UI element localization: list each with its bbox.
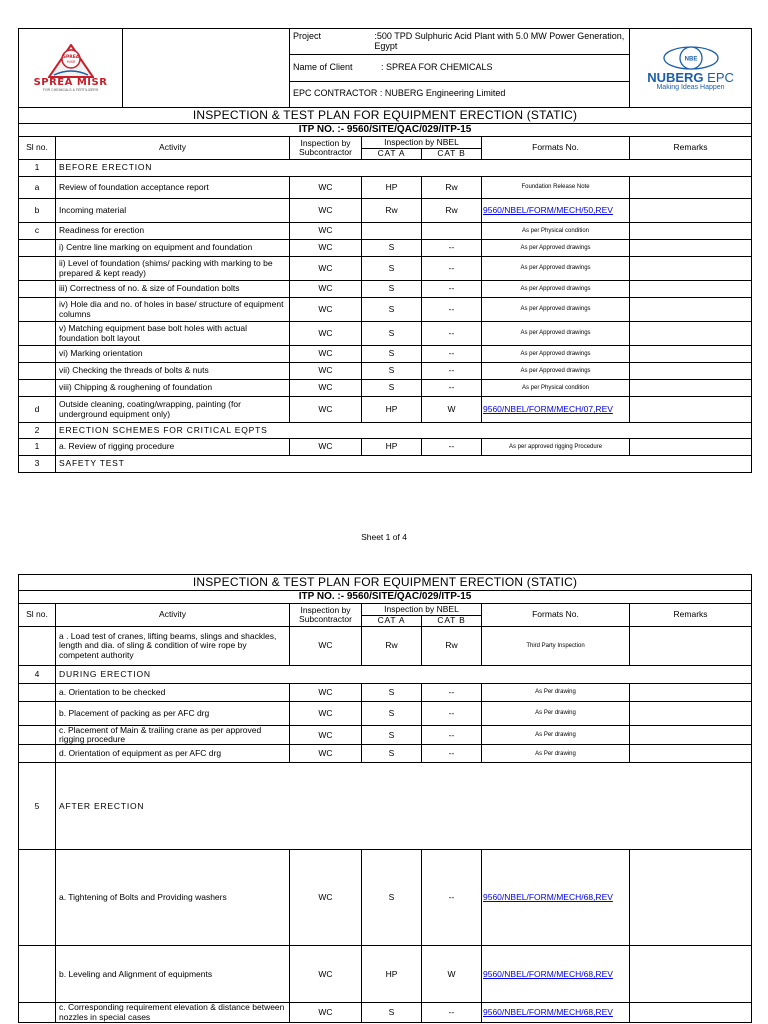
cell-activity: iii) Correctness of no. & size of Foundation bolts <box>56 281 290 298</box>
cell-format <box>482 850 630 946</box>
cell-format <box>482 397 630 423</box>
cell-insp-sub: WC <box>290 298 362 322</box>
col-cat-b-header: CAT B <box>422 149 482 160</box>
cell-cat-b: -- <box>422 346 482 363</box>
cell-activity: b. Leveling and Alignment of equipments <box>56 946 290 1003</box>
cell-remarks <box>630 1003 752 1022</box>
cell-cat-a: S <box>362 322 422 346</box>
cell-cat-b <box>422 223 482 240</box>
cell-cat-a: HP <box>362 946 422 1003</box>
cell-cat-b: Rw <box>422 177 482 199</box>
project-row <box>290 29 630 55</box>
cell-format: As per Approved drawings <box>482 240 630 257</box>
cell-activity: Readiness for erection <box>56 223 290 240</box>
format-link[interactable]: 9560/NBEL/FORM/MECH/68,REV <box>483 892 613 903</box>
cell-sl <box>19 380 56 397</box>
itp-sheet-1 <box>18 28 752 473</box>
cell-remarks <box>630 702 752 726</box>
cell-cat-b: W <box>422 946 482 1003</box>
cell-format: As per Approved drawings <box>482 257 630 281</box>
section-row <box>19 666 752 684</box>
cell-sl: 3 <box>19 456 56 473</box>
table-row <box>19 322 752 346</box>
cell-cat-a: S <box>362 257 422 281</box>
cell-cat-b: -- <box>422 240 482 257</box>
cell-insp-sub: WC <box>290 281 362 298</box>
cell-activity: a. Review of rigging procedure <box>56 439 290 456</box>
cell-activity: a . Load test of cranes, lifting beams, slings and shackles, length and dia. of sling & condition of wire rope by competent authority <box>56 627 290 666</box>
cell-format: As Per drawing <box>482 684 630 702</box>
cell-cat-a: S <box>362 1003 422 1022</box>
svg-text:SPREA: SPREA <box>62 54 79 60</box>
table-row <box>19 684 752 702</box>
cell-remarks <box>630 322 752 346</box>
cell-cat-b: -- <box>422 439 482 456</box>
cell-remarks <box>630 298 752 322</box>
cell-cat-a: S <box>362 346 422 363</box>
cell-insp-sub: WC <box>290 726 362 745</box>
cell-sl <box>19 363 56 380</box>
nuberg-logo-tagline: Making Ideas Happen <box>656 83 725 91</box>
section-row <box>19 763 752 850</box>
section-row <box>19 160 752 177</box>
table-row <box>19 946 752 1003</box>
cell-cat-a: HP <box>362 439 422 456</box>
cell-remarks <box>630 946 752 1003</box>
col-activity-header: Activity <box>56 137 290 160</box>
svg-text:MISR: MISR <box>66 59 75 64</box>
itp-number: ITP NO. :- 9560/SITE/QAC/029/ITP-15 <box>19 124 752 137</box>
cell-insp-sub: WC <box>290 223 362 240</box>
cell-remarks <box>630 439 752 456</box>
cell-cat-a: HP <box>362 177 422 199</box>
table-row <box>19 397 752 423</box>
cell-insp-sub: WC <box>290 627 362 666</box>
cell-format: As per Approved drawings <box>482 346 630 363</box>
cell-format: As per Approved drawings <box>482 281 630 298</box>
itp-sheet-2 <box>18 574 752 1023</box>
cell-sl: c <box>19 223 56 240</box>
format-link[interactable]: 9560/NBEL/FORM/MECH/68,REV <box>483 1006 613 1017</box>
cell-sl <box>19 240 56 257</box>
cell-cat-b: W <box>422 397 482 423</box>
cell-activity: b. Placement of packing as per AFC drg <box>56 702 290 726</box>
client-row <box>290 55 630 81</box>
cell-cat-a: S <box>362 298 422 322</box>
cell-activity: v) Matching equipment base bolt holes with actual foundation bolt layout <box>56 322 290 346</box>
cell-cat-a: S <box>362 240 422 257</box>
cell-remarks <box>630 684 752 702</box>
col-sl-header: Sl no. <box>19 137 56 160</box>
cell-insp-sub: WC <box>290 397 362 423</box>
cell-cat-a: S <box>362 281 422 298</box>
cell-format: As per Approved drawings <box>482 298 630 322</box>
cell-format <box>482 946 630 1003</box>
cell-activity: iv) Hole dia and no. of holes in base/ structure of equipment columns <box>56 298 290 322</box>
section-row <box>19 456 752 473</box>
project-value: :500 TPD Sulphuric Acid Plant with 5.0 MW Power Generation, Egypt <box>374 30 625 51</box>
cell-insp-sub: WC <box>290 177 362 199</box>
cell-cat-b: -- <box>422 298 482 322</box>
cell-insp-sub: WC <box>290 1003 362 1022</box>
cell-sl <box>19 850 56 946</box>
col-cat-b-header: CAT B <box>422 616 482 627</box>
cell-sl: a <box>19 177 56 199</box>
col-insp-sub-header: Inspection by Subcontractor <box>290 604 362 627</box>
cell-sl: 2 <box>19 423 56 439</box>
cell-insp-sub: WC <box>290 850 362 946</box>
cell-activity: a. Orientation to be checked <box>56 684 290 702</box>
cell-format: As per Approved drawings <box>482 322 630 346</box>
table-row <box>19 726 752 745</box>
cell-format: As per Approved drawings <box>482 363 630 380</box>
cell-sl: 1 <box>19 439 56 456</box>
cell-insp-sub: WC <box>290 363 362 380</box>
cell-format: As per approved rigging Procedure <box>482 439 630 456</box>
cell-cat-b: -- <box>422 726 482 745</box>
cell-format: As Per drawing <box>482 745 630 763</box>
table-row <box>19 1003 752 1022</box>
cell-format: As Per drawing <box>482 726 630 745</box>
cell-cat-a: HP <box>362 397 422 423</box>
cell-remarks <box>630 199 752 223</box>
col-formats-header: Formats No. <box>482 604 630 627</box>
table-row <box>19 346 752 363</box>
nuberg-globe-icon <box>662 45 720 71</box>
cell-cat-b: -- <box>422 702 482 726</box>
cell-cat-a: S <box>362 726 422 745</box>
cell-format: As Per drawing <box>482 702 630 726</box>
table-row <box>19 257 752 281</box>
cell-activity: Outside cleaning, coating/wrapping, painting (for underground equipment only) <box>56 397 290 423</box>
section-title: AFTER ERECTION <box>56 763 752 850</box>
cell-sl <box>19 702 56 726</box>
document-title-2: INSPECTION & TEST PLAN FOR EQUIPMENT ERECTION (STATIC) <box>19 575 752 591</box>
cell-sl: d <box>19 397 56 423</box>
format-link[interactable]: 9560/NBEL/FORM/MECH/50,REV <box>483 204 613 215</box>
format-link[interactable]: 9560/NBEL/FORM/MECH/07,REV <box>483 403 613 414</box>
cell-sl: 1 <box>19 160 56 177</box>
cell-cat-b: -- <box>422 745 482 763</box>
cell-cat-b: -- <box>422 363 482 380</box>
cell-cat-a: S <box>362 380 422 397</box>
table-row <box>19 199 752 223</box>
cell-format: Third Party Inspection <box>482 627 630 666</box>
cell-insp-sub: WC <box>290 946 362 1003</box>
cell-insp-sub: WC <box>290 745 362 763</box>
cell-insp-sub: WC <box>290 380 362 397</box>
cell-sl <box>19 346 56 363</box>
col-insp-nbel-header: Inspection by NBEL <box>362 604 482 616</box>
cell-cat-a: S <box>362 745 422 763</box>
table-row <box>19 177 752 199</box>
cell-activity: vii) Checking the threads of bolts & nuts <box>56 363 290 380</box>
col-formats-header: Formats No. <box>482 137 630 160</box>
cell-cat-b: -- <box>422 850 482 946</box>
table-row <box>19 702 752 726</box>
cell-remarks <box>630 346 752 363</box>
cell-remarks <box>630 223 752 240</box>
cell-activity: d. Orientation of equipment as per AFC drg <box>56 745 290 763</box>
cell-remarks <box>630 745 752 763</box>
cell-activity: i) Centre line marking on equipment and foundation <box>56 240 290 257</box>
cell-format <box>482 1003 630 1022</box>
sheet-2-rows <box>19 627 752 1023</box>
cell-remarks <box>630 397 752 423</box>
nuberg-logo-text: NUBERG EPC <box>647 69 734 85</box>
cell-sl <box>19 1003 56 1022</box>
section-row <box>19 423 752 439</box>
cell-insp-sub: WC <box>290 257 362 281</box>
cell-sl: 4 <box>19 666 56 684</box>
cell-cat-a: S <box>362 702 422 726</box>
cell-format: Foundation Release Note <box>482 177 630 199</box>
cell-cat-b: Rw <box>422 627 482 666</box>
cell-activity: a. Tightening of Bolts and Providing washers <box>56 850 290 946</box>
col-activity-header: Activity <box>56 604 290 627</box>
col-sl-header: Sl no. <box>19 604 56 627</box>
table-row <box>19 439 752 456</box>
sprea-logo-cell <box>19 29 290 108</box>
nuberg-logo-cell <box>630 29 752 108</box>
cell-insp-sub: WC <box>290 439 362 456</box>
table-row <box>19 240 752 257</box>
cell-sl: 5 <box>19 763 56 850</box>
section-title: ERECTION SCHEMES FOR CRITICAL EQPTS <box>56 423 752 439</box>
cell-cat-b: -- <box>422 1003 482 1022</box>
sprea-logo-text: SPREA MISR <box>33 76 108 88</box>
cell-cat-a <box>362 223 422 240</box>
cell-cat-b: -- <box>422 281 482 298</box>
col-cat-a-header: CAT A <box>362 149 422 160</box>
cell-sl <box>19 946 56 1003</box>
sprea-misr-logo <box>19 29 123 107</box>
cell-remarks <box>630 726 752 745</box>
cell-activity: Incoming material <box>56 199 290 223</box>
cell-remarks <box>630 257 752 281</box>
cell-insp-sub: WC <box>290 346 362 363</box>
itp-number-2: ITP NO. :- 9560/SITE/QAC/029/ITP-15 <box>19 591 752 604</box>
cell-cat-a: Rw <box>362 199 422 223</box>
cell-cat-b: -- <box>422 322 482 346</box>
sprea-triangle-icon <box>48 44 94 78</box>
table-row <box>19 363 752 380</box>
col-remarks-header: Remarks <box>630 604 752 627</box>
table-row <box>19 380 752 397</box>
cell-cat-b: -- <box>422 380 482 397</box>
col-remarks-header: Remarks <box>630 137 752 160</box>
sheet-number: Sheet 1 of 4 <box>361 532 407 542</box>
section-title: BEFORE ERECTION <box>56 160 752 177</box>
table-row <box>19 298 752 322</box>
cell-activity: Review of foundation acceptance report <box>56 177 290 199</box>
cell-remarks <box>630 363 752 380</box>
svg-text:NBE: NBE <box>684 56 697 63</box>
cell-format: As per Physical condition <box>482 223 630 240</box>
section-title: DURING ERECTION <box>56 666 752 684</box>
cell-cat-a: Rw <box>362 627 422 666</box>
client-value: : SPREA FOR CHEMICALS <box>381 62 493 73</box>
cell-sl <box>19 726 56 745</box>
cell-sl <box>19 257 56 281</box>
cell-insp-sub: WC <box>290 322 362 346</box>
col-insp-sub-header: Inspection by Subcontractor <box>290 137 362 160</box>
cell-activity: ii) Level of foundation (shims/ packing with marking to be prepared & kept ready) <box>56 257 290 281</box>
cell-remarks <box>630 627 752 666</box>
cell-sl <box>19 281 56 298</box>
table-row <box>19 223 752 240</box>
cell-activity: c. Placement of Main & trailing crane as per approved rigging procedure <box>56 726 290 745</box>
cell-insp-sub: WC <box>290 199 362 223</box>
cell-remarks <box>630 281 752 298</box>
cell-remarks <box>630 177 752 199</box>
cell-cat-b: -- <box>422 684 482 702</box>
cell-insp-sub: WC <box>290 240 362 257</box>
cell-sl <box>19 322 56 346</box>
epc-contractor: EPC CONTRACTOR : NUBERG Engineering Limited <box>290 81 630 107</box>
sprea-logo-tagline: FOR CHEMICALS & FERTILIZERS <box>42 87 99 92</box>
cell-cat-a: S <box>362 684 422 702</box>
cell-cat-b: Rw <box>422 199 482 223</box>
cell-format: As per Physical condition <box>482 380 630 397</box>
table-row <box>19 281 752 298</box>
cell-activity: c. Corresponding requirement elevation & distance between nozzles in special cases <box>56 1003 290 1022</box>
nuberg-epc-logo <box>630 45 751 92</box>
cell-remarks <box>630 850 752 946</box>
cell-insp-sub: WC <box>290 684 362 702</box>
cell-sl: b <box>19 199 56 223</box>
cell-sl <box>19 627 56 666</box>
col-insp-nbel-header: Inspection by NBEL <box>362 137 482 149</box>
section-title: SAFETY TEST <box>56 456 752 473</box>
col-cat-a-header: CAT A <box>362 616 422 627</box>
cell-activity: viii) Chipping & roughening of foundation <box>56 380 290 397</box>
cell-insp-sub: WC <box>290 702 362 726</box>
cell-cat-a: S <box>362 850 422 946</box>
document-title: INSPECTION & TEST PLAN FOR EQUIPMENT ERECTION (STATIC) <box>19 108 752 124</box>
format-link[interactable]: 9560/NBEL/FORM/MECH/68,REV <box>483 968 613 979</box>
cell-remarks <box>630 380 752 397</box>
cell-cat-b: -- <box>422 257 482 281</box>
cell-format <box>482 199 630 223</box>
table-row <box>19 850 752 946</box>
cell-sl <box>19 745 56 763</box>
cell-sl <box>19 684 56 702</box>
table-row <box>19 627 752 666</box>
cell-remarks <box>630 240 752 257</box>
project-label: Project <box>293 30 322 41</box>
cell-cat-a: S <box>362 363 422 380</box>
table-row <box>19 745 752 763</box>
client-label: Name of Client <box>293 62 353 73</box>
sheet-1-rows <box>19 160 752 473</box>
cell-activity: vi) Marking orientation <box>56 346 290 363</box>
cell-sl <box>19 298 56 322</box>
